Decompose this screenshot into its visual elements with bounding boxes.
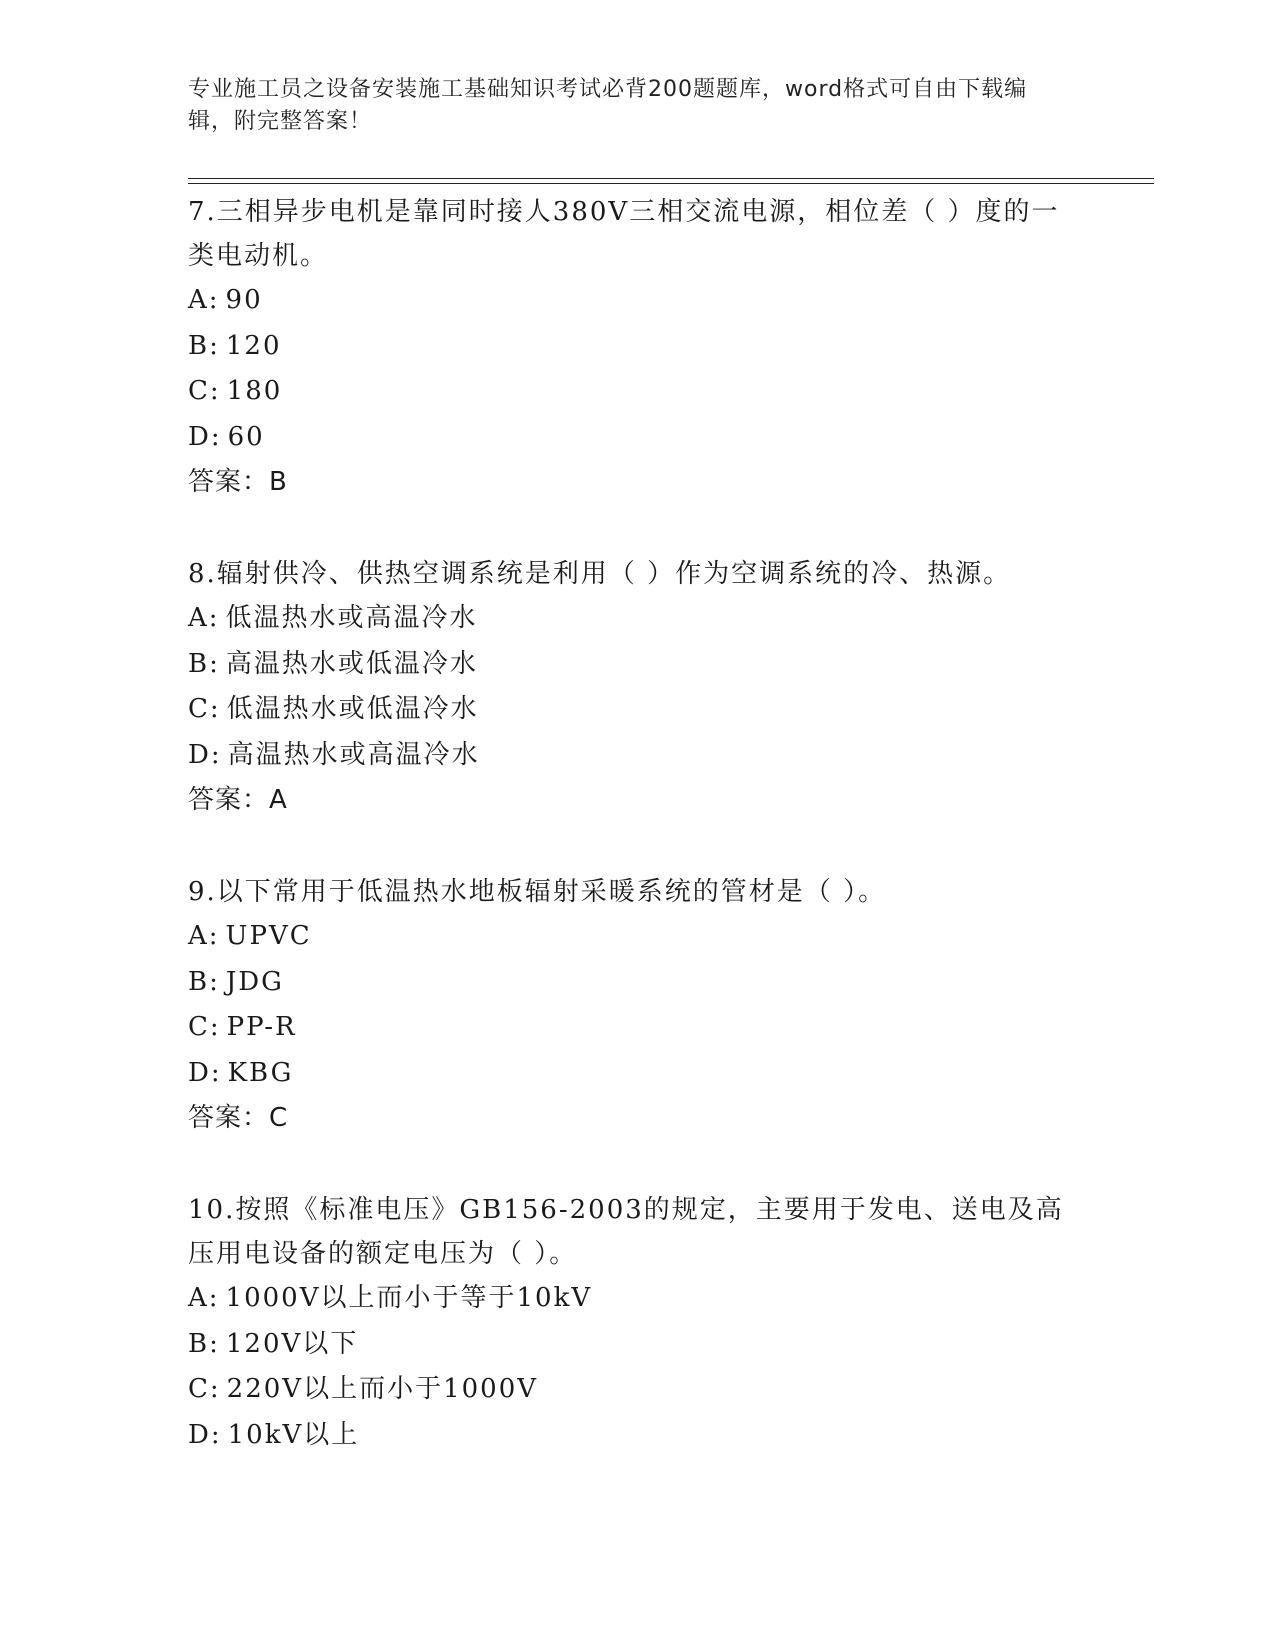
option-text: 60: [227, 421, 265, 452]
option-separator: :: [209, 1012, 221, 1042]
answer-label: 答案：: [188, 785, 270, 815]
answer-line: [188, 778, 1088, 822]
option-letter: B: [188, 966, 210, 997]
answer-label: 答案：: [188, 467, 270, 497]
option-separator: :: [208, 921, 220, 951]
option-letter: D: [188, 1419, 211, 1450]
option-text: JDG: [225, 966, 284, 997]
question-spacer: [188, 822, 1088, 870]
option-text: 220V以上而小于1000V: [226, 1374, 539, 1404]
answer-value: A: [269, 785, 288, 815]
option-text: 120: [225, 330, 282, 361]
option-c: [188, 369, 1088, 415]
option-letter: C: [188, 1374, 210, 1404]
option-text: 1000V以上而小于等于10kV: [225, 1283, 593, 1313]
document-header: 专业施工员之设备安装施工基础知识考试必背200题题库，word格式可自由下载编辑，附完整答案！: [188, 77, 1028, 134]
option-text: KBG: [227, 1057, 294, 1088]
option-d: [188, 1413, 1088, 1459]
option-separator: :: [209, 966, 220, 997]
option-letter: A: [188, 1283, 209, 1313]
option-a: [188, 596, 1088, 642]
option-separator: :: [209, 330, 220, 361]
question-spacer: [188, 504, 1088, 552]
option-letter: B: [188, 330, 210, 361]
option-a: [188, 278, 1088, 324]
option-letter: A: [188, 285, 209, 315]
option-letter: C: [188, 694, 210, 724]
option-separator: :: [210, 421, 222, 452]
question-8: [188, 552, 1088, 822]
option-text: 10kV以上: [227, 1419, 360, 1450]
answer-value: B: [269, 467, 288, 497]
question-7: [188, 190, 1088, 504]
option-separator: :: [209, 1328, 220, 1359]
option-letter: A: [188, 921, 209, 951]
option-d: [188, 1051, 1088, 1097]
option-separator: :: [209, 694, 221, 724]
option-text: 高温热水或低温冷水: [225, 648, 478, 679]
option-text: 低温热水或高温冷水: [225, 603, 478, 633]
option-letter: D: [188, 421, 211, 452]
header-divider-top: [188, 178, 1154, 179]
option-separator: :: [210, 1419, 222, 1450]
header-divider-bottom: [188, 183, 1154, 184]
option-a: [188, 914, 1088, 960]
question-spacer: [188, 1140, 1088, 1188]
question-stem: 8.辐射供冷、供热空调系统是利用（ ）作为空调系统的冷、热源。: [188, 559, 1012, 589]
question-stem: 9.以下常用于低温热水地板辐射采暖系统的管材是（ ）。: [188, 877, 887, 907]
option-text: 高温热水或高温冷水: [227, 739, 480, 770]
option-d: [188, 415, 1088, 461]
question-list: [188, 190, 1088, 1458]
answer-line: [188, 460, 1088, 504]
option-a: [188, 1276, 1088, 1322]
option-separator: :: [210, 1057, 222, 1088]
option-letter: B: [188, 1328, 210, 1359]
option-text: 低温热水或低温冷水: [226, 694, 479, 724]
option-c: [188, 1367, 1088, 1413]
option-b: [188, 324, 1088, 370]
question-10: [188, 1188, 1088, 1458]
answer-line: [188, 1096, 1088, 1140]
option-c: [188, 687, 1088, 733]
question-9: [188, 870, 1088, 1140]
option-letter: A: [188, 603, 209, 633]
option-separator: :: [208, 285, 220, 315]
option-text: 120V以下: [225, 1328, 359, 1359]
option-letter: B: [188, 648, 210, 679]
option-separator: :: [209, 648, 220, 679]
option-d: [188, 733, 1088, 779]
option-separator: :: [209, 376, 221, 406]
question-stem: 7.三相异步电机是靠同时接人380V三相交流电源，相位差（ ）度的一类电动机。: [188, 197, 1060, 271]
option-text: UPVC: [225, 921, 312, 951]
option-text: 90: [225, 285, 263, 315]
option-separator: :: [209, 1374, 221, 1404]
option-letter: C: [188, 1012, 210, 1042]
answer-label: 答案：: [188, 1103, 270, 1133]
option-separator: :: [208, 1283, 220, 1313]
option-b: [188, 642, 1088, 688]
option-separator: :: [210, 739, 222, 770]
option-text: PP-R: [226, 1012, 297, 1042]
option-letter: D: [188, 1057, 211, 1088]
option-letter: D: [188, 739, 211, 770]
option-text: 180: [226, 376, 283, 406]
option-c: [188, 1005, 1088, 1051]
option-separator: :: [208, 603, 220, 633]
option-b: [188, 960, 1088, 1006]
answer-value: C: [269, 1103, 289, 1133]
option-b: [188, 1322, 1088, 1368]
option-letter: C: [188, 376, 210, 406]
question-stem: 10.按照《标准电压》GB156-2003的规定，主要用于发电、送电及高压用电设备的额定电压为（ ）。: [188, 1195, 1064, 1269]
